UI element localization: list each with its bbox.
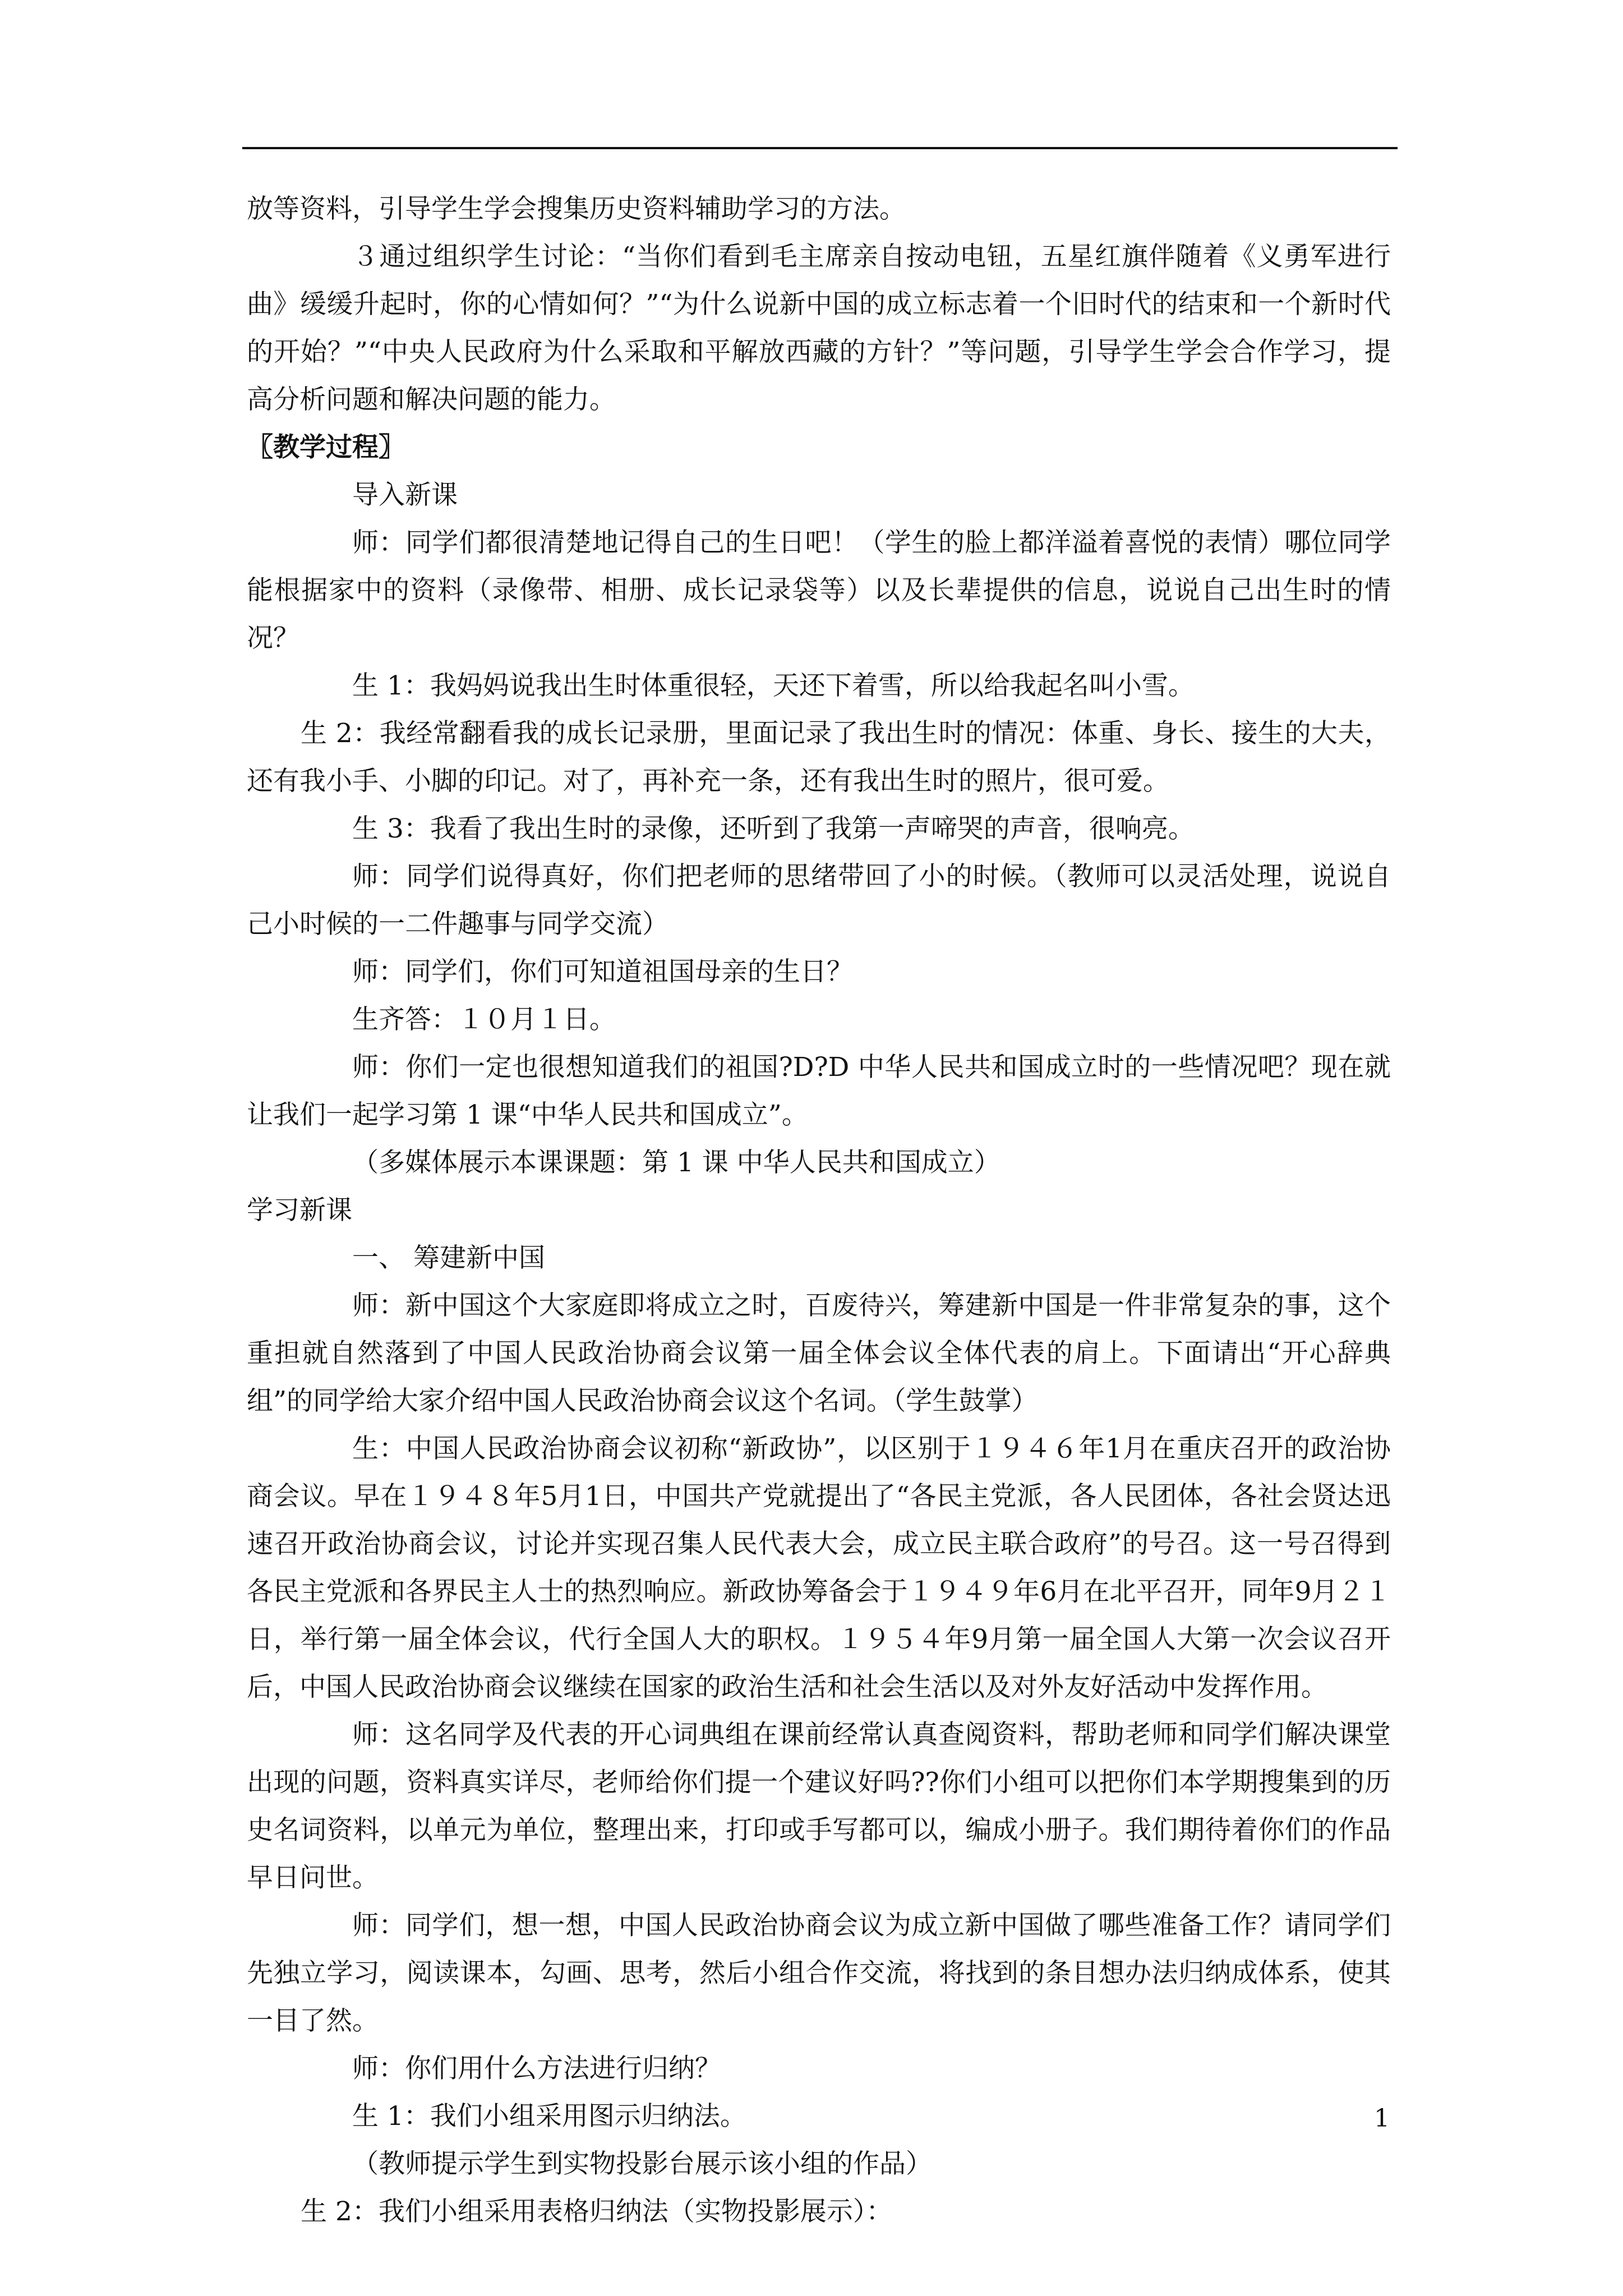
paragraph: ３通过组织学生讨论：“当你们看到毛主席亲自按动电钮，五星红旗伴随着《义勇军进行曲》缓缓升起时，你的心情如何？”“为什么说新中国的成立标志着一个旧时代的结束和一个新时代的开始？”“中央人民政府为什么采取和平解放西藏的方针？”等问题，引导学生学会合作学习，提高分析问题和解决问题的能力。 (247, 241, 1391, 415)
paragraph: 师：同学们，想一想，中国人民政治协商会议为成立新中国做了哪些准备工作？请同学们先独立学习，阅读课本，勾画、思考，然后小组合作交流，将找到的条目想办法归纳成体系，使其一目了然。 (247, 1910, 1391, 2036)
paragraph: 放等资料，引导学生学会搜集历史资料辅助学习的方法。 (247, 194, 906, 224)
page-number: 1 (1374, 2104, 1390, 2133)
paragraph: 学习新课 (247, 1195, 352, 1226)
paragraph: 师：你们一定也很想知道我们的祖国?D?D 中华人民共和国成立时的一些情况吧？现在就让我们一起学习第 1 课“中华人民共和国成立”。 (247, 1052, 1391, 1130)
paragraph: 生 3：我看了我出生时的录像，还听到了我第一声啼哭的声音，很响亮。 (352, 813, 1195, 844)
paragraph: 生：中国人民政治协商会议初称“新政协”，以区别于１９４６年1月在重庆召开的政治协商会议。早在１９４８年5月1日，中国共产党就提出了“各民主党派，各人民团体，各社会贤达迅速召开政治协商会议，讨论并实现召集人民代表大会，成立民主联合政府”的号召。这一号召得到各民主党派和各界民主人士的热烈响应。新政协筹备会于１９４９年6月在北平召开，同年9月２１日，举行第一届全体会议，代行全国人大的职权。１９５４年9月第一届全国人大第一次会议召开后，中国人民政治协商会议继续在国家的政治生活和社会生活以及对外友好活动中发挥作用。 (247, 1433, 1391, 1703)
paragraph: 师：新中国这个大家庭即将成立之时，百废待兴，筹建新中国是一件非常复杂的事，这个重担就自然落到了中国人民政治协商会议第一届全体会议全体代表的肩上。下面请出“开心辞典组”的同学给大家介绍中国人民政治协商会议这个名词。（学生鼓掌） (247, 1290, 1391, 1416)
paragraph: 生 1：我们小组采用图示归纳法。 (352, 2101, 746, 2132)
paragraph: 生 2：我经常翻看我的成长记录册，里面记录了我出生时的情况：体重、身长、接生的大夫，还有我小手、小脚的印记。对了，再补充一条，还有我出生时的照片，很可爱。 (247, 718, 1391, 797)
paragraph: 一、 筹建新中国 (352, 1243, 545, 1273)
paragraph: 师：同学们说得真好，你们把老师的思绪带回了小的时候。（教师可以灵活处理，说说自己小时候的一二件趣事与同学交流） (247, 861, 1391, 940)
paragraph: （多媒体展示本课课题：第 1 课 中华人民共和国成立） (352, 1147, 1000, 1178)
paragraph: 生齐答：１０月１日。 (352, 1004, 616, 1035)
paragraph: 师：同学们，你们可知道祖国母亲的生日？ (352, 956, 853, 987)
paragraph: 导入新课 (352, 480, 458, 510)
paragraph: 〖教学过程〗 (247, 432, 405, 463)
paragraph: 师：同学们都很清楚地记得自己的生日吧！（学生的脸上都洋溢着喜悦的表情）哪位同学能根据家中的资料（录像带、相册、成长记录袋等）以及长辈提供的信息，说说自己出生时的情况？ (247, 527, 1391, 654)
header-rule (242, 147, 1398, 149)
paragraph: 生 2：我们小组采用表格归纳法（实物投影展示）： (301, 2196, 893, 2227)
paragraph: 生 1：我妈妈说我出生时体重很轻，天还下着雪，所以给我起名叫小雪。 (352, 670, 1195, 701)
paragraph: （教师提示学生到实物投影台展示该小组的作品） (352, 2148, 932, 2179)
paragraph: 师：这名同学及代表的开心词典组在课前经常认真查阅资料，帮助老师和同学们解决课堂出现的问题，资料真实详尽，老师给你们提一个建议好吗??你们小组可以把你们本学期搜集到的历史名词资料，以单元为单位，整理出来，打印或手写都可以，编成小册子。我们期待着你们的作品早日问世。 (247, 1719, 1391, 1893)
document-body (247, 185, 1391, 2235)
paragraph: 师：你们用什么方法进行归纳？ (352, 2053, 721, 2084)
